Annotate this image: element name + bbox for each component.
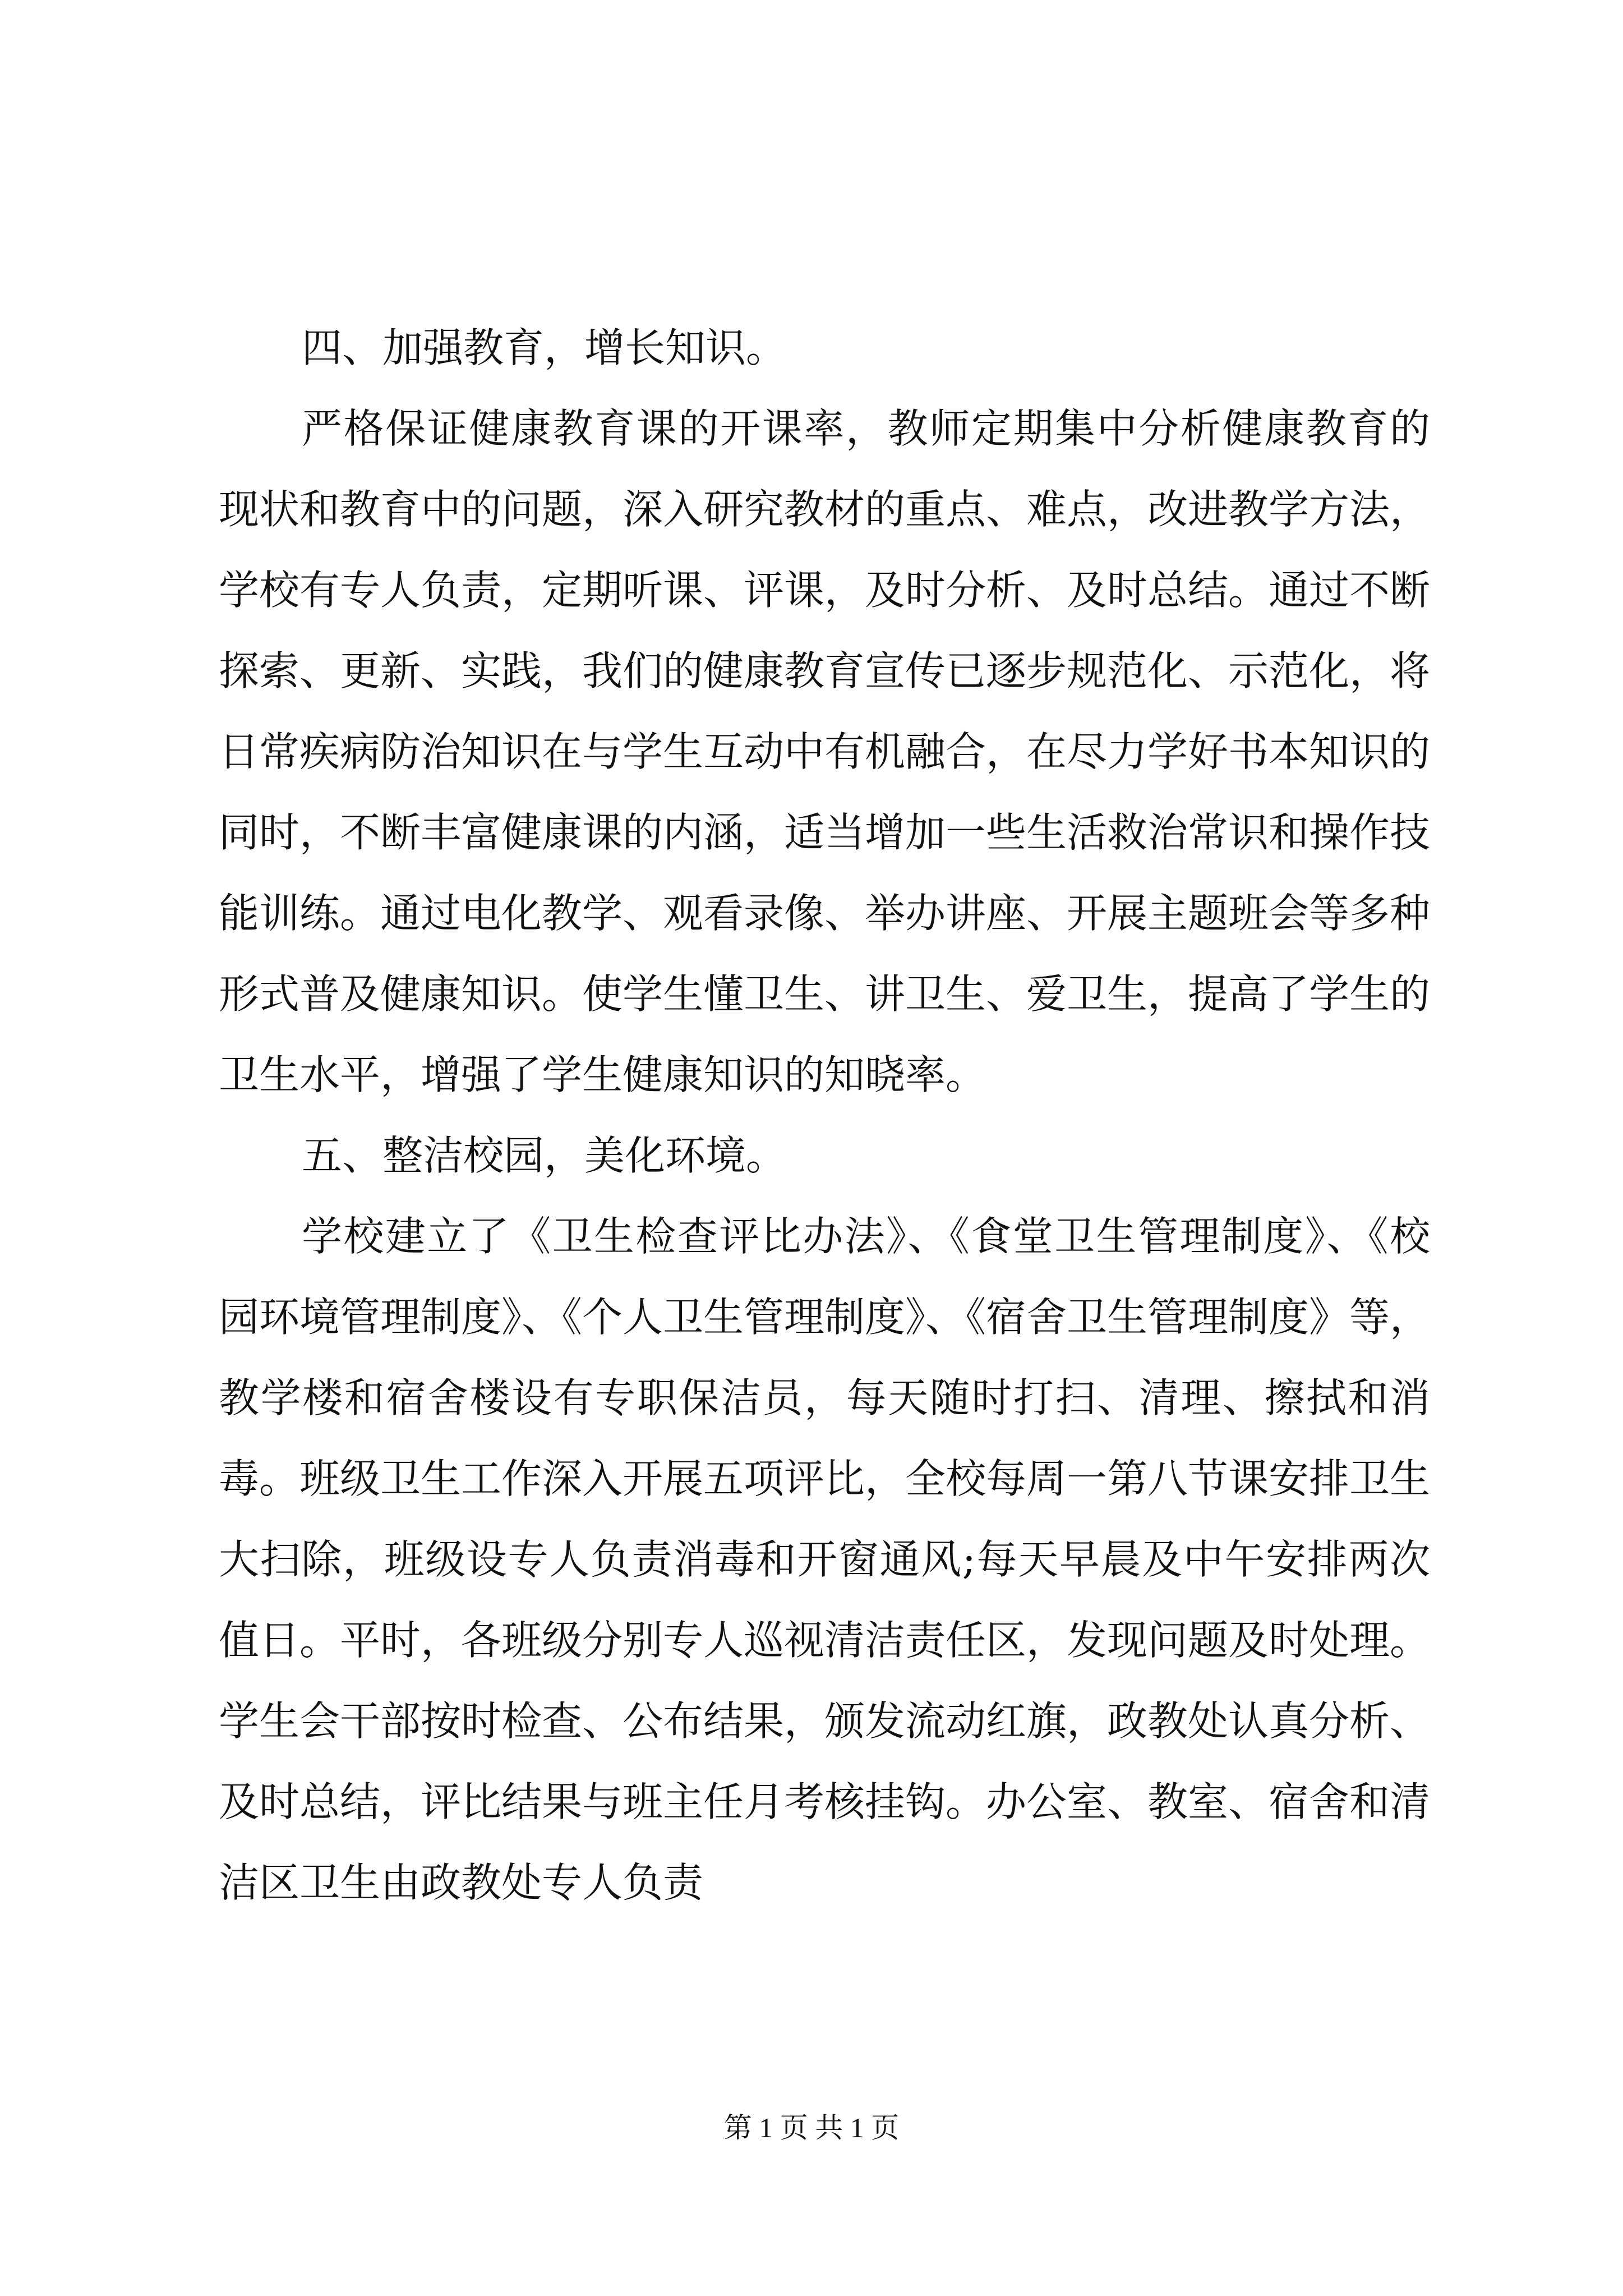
- section-paragraph-5: 学校建立了《卫生检查评比办法》、《食堂卫生管理制度》、《校园环境管理制度》、《个人卫生管理制度》、《宿舍卫生管理制度》等，教学楼和宿舍楼设有专职保洁员，每天随时打扫、清理、擦拭和消毒。班级卫生工作深入开展五项评比，全校每周一第八节课安排卫生大扫除，班级设专人负责消毒和开窗通风;每天早晨及中午安排两次值日。平时，各班级分别专人巡视清洁责任区，发现问题及时处理。学生会干部按时检查、公布结果，颁发流动红旗，政教处认真分析、及时总结，评比结果与班主任月考核挂钩。办公室、教室、宿舍和清洁区卫生由政教处专人负责: [219, 1213, 1431, 1906]
- document-body: [219, 307, 1430, 1923]
- page-footer: 第 1 页 共 1 页: [723, 2112, 900, 2143]
- section-heading-4: 四、加强教育，增长知识。: [302, 324, 787, 371]
- section-heading-5: 五、整洁校园，美化环境。: [302, 1132, 787, 1179]
- section-paragraph-4: 严格保证健康教育课的开课率，教师定期集中分析健康教育的现状和教育中的问题，深入研究教材的重点、难点，改进教学方法，学校有专人负责，定期听课、评课，及时分析、及时总结。通过不断探索、更新、实践，我们的健康教育宣传已逐步规范化、示范化，将日常疾病防治知识在与学生互动中有机融合，在尽力学好书本知识的同时，不断丰富健康课的内涵，适当增加一些生活救治常识和操作技能训练。通过电化教学、观看录像、举办讲座、开展主题班会等多种形式普及健康知识。使学生懂卫生、讲卫生、爱卫生，提高了学生的卫生水平，增强了学生健康知识的知晓率。: [219, 405, 1431, 1098]
